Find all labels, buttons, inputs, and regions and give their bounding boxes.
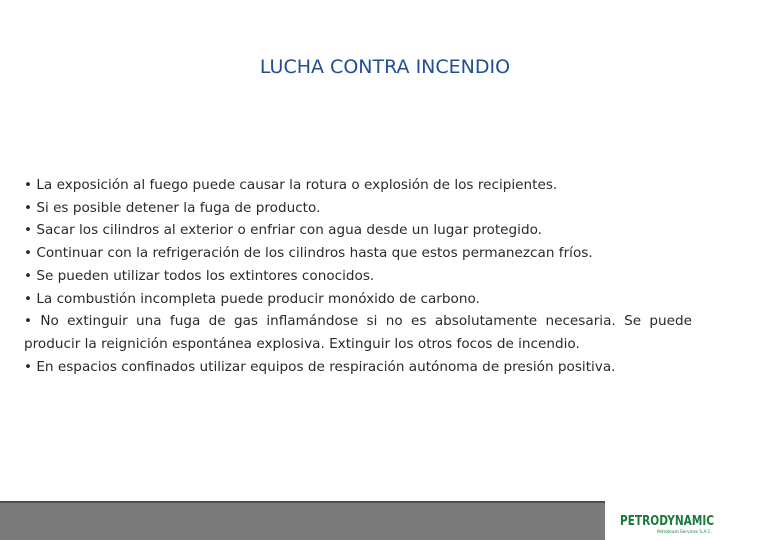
bullet-item: • En espacios confinados utilizar equipos de respiración autónoma de presión positiva. <box>24 358 616 375</box>
bullet-item: • Continuar con la refrigeración de los cilindros hasta que estos permanezcan fríos. <box>24 245 593 262</box>
bullet-item: • Sacar los cilindros al exterior o enfriar con agua desde un lugar protegido. <box>24 222 542 239</box>
logo-subtext: Petroleum Services S.A.C. <box>657 530 715 535</box>
bullet-item: • No extinguir una fuga de gas inflamándose si no es absolutamente necesaria. Se puede producir la reignición espontánea explosiva. Extinguir los otros focos de incendio. <box>24 313 692 352</box>
slide-title: LUCHA CONTRA INCENDIO <box>259 56 511 78</box>
bullet-item: • La combustión incompleta puede producir monóxido de carbono. <box>24 290 480 307</box>
bullet-item: • Se pueden utilizar todos los extintores conocidos. <box>24 267 375 284</box>
footer-bar <box>0 501 605 540</box>
bullet-item: • La exposición al fuego puede causar la rotura o explosión de los recipientes. <box>24 177 558 193</box>
logo-wordmark: PETRODYNAMIC <box>620 513 715 529</box>
petrodynamic-logo <box>619 506 715 536</box>
bullet-list <box>24 174 692 378</box>
bullet-item: • Si es posible detener la fuga de producto. <box>24 199 321 216</box>
